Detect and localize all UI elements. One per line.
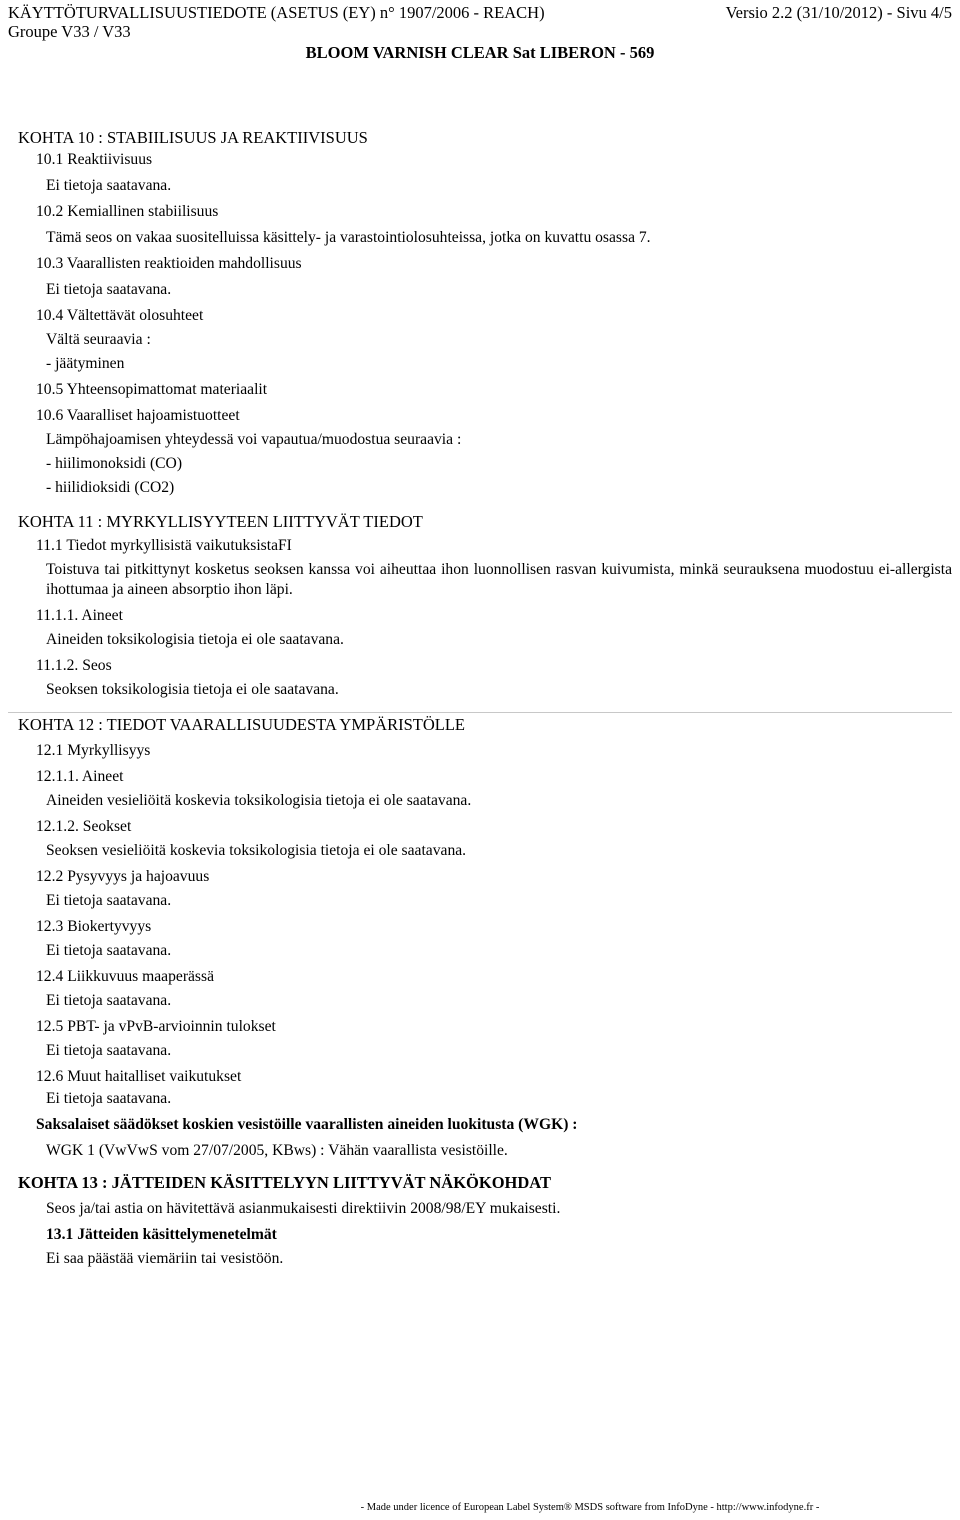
subsection-heading: 12.1.2. Seokset [36, 818, 132, 835]
body-text: Lämpöhajoamisen yhteydessä voi vapautua/muodostua seuraavia : [46, 431, 462, 448]
section-13 [18, 1173, 952, 1269]
body-text: Ei tietoja saatavana. [46, 992, 172, 1009]
page-footer: - Made under licence of European Label System® MSDS software from InfoDyne - http://www.infodyne.fr - [360, 1502, 820, 1513]
body-text: Tämä seos on vakaa suositelluissa käsittely- ja varastointiolosuhteissa, jotka on kuvattu osassa 7. [46, 229, 651, 246]
subsection-heading: 12.3 Biokertyvyys [36, 918, 152, 935]
section-title: KOHTA 13 : JÄTTEIDEN KÄSITTELYYN LIITTYVÄT NÄKÖKOHDAT [18, 1173, 552, 1192]
body-text: Seoksen toksikologisia tietoja ei ole saatavana. [46, 681, 339, 698]
body-text: Aineiden toksikologisia tietoja ei ole saatavana. [46, 631, 344, 648]
wgk-heading: Saksalaiset säädökset koskien vesistöille vaarallisten aineiden luokitusta (WGK) : [36, 1116, 578, 1133]
list-item: - jäätyminen [46, 355, 125, 372]
subsection-heading: 10.4 Vältettävät olosuhteet [36, 307, 204, 324]
subsection-heading: 12.1.1. Aineet [36, 768, 124, 785]
body-text: Seos ja/tai astia on hävitettävä asianmukaisesti direktiivin 2008/98/EY mukaisesti. [46, 1200, 561, 1217]
body-text: Ei tietoja saatavana. [46, 177, 172, 194]
subsection-heading: 11.1 Tiedot myrkyllisistä vaikutuksistaFI [36, 537, 292, 554]
body-text: Ei tietoja saatavana. [46, 892, 172, 909]
body-text: Ei tietoja saatavana. [46, 1042, 172, 1059]
section-divider [8, 712, 952, 713]
version-page-info: Versio 2.2 (31/10/2012) - Sivu 4/5 [725, 3, 952, 22]
body-text: Ei tietoja saatavana. [46, 1090, 172, 1107]
body-text: Ei saa päästää viemäriin tai vesistöön. [46, 1250, 284, 1267]
body-text: Aineiden vesieliöitä koskevia toksikologisia tietoja ei ole saatavana. [46, 792, 472, 809]
subsection-heading: 12.4 Liikkuvuus maaperässä [36, 968, 214, 985]
subsection-heading: 10.2 Kemiallinen stabiilisuus [36, 203, 219, 220]
document-header [8, 3, 952, 23]
section-title: KOHTA 11 : MYRKYLLISYYTEEN LIITTYVÄT TIEDOT [18, 512, 423, 531]
section-10 [18, 128, 952, 498]
section-12 [18, 715, 952, 1161]
subsection-heading: 10.6 Vaaralliset hajoamistuotteet [36, 407, 240, 424]
section-11 [18, 512, 952, 700]
subsection-heading: 13.1 Jätteiden käsittelymenetelmät [46, 1226, 277, 1243]
section-title: KOHTA 10 : STABIILISUUS JA REAKTIIVISUUS [18, 128, 368, 147]
list-item: - hiilimonoksidi (CO) [46, 455, 183, 472]
document-title: KÄYTTÖTURVALLISUUSTIEDOTE (ASETUS (EY) n° 1907/2006 - REACH) [8, 3, 545, 22]
body-text: Ei tietoja saatavana. [46, 942, 172, 959]
subsection-heading: 12.6 Muut haitalliset vaikutukset [36, 1068, 242, 1085]
subsection-heading: 10.5 Yhteensopimattomat materiaalit [36, 381, 268, 398]
wgk-classification: WGK 1 (VwVwS vom 27/07/2005, KBws) : Vähän vaarallista vesistöille. [46, 1142, 508, 1159]
body-text: Ei tietoja saatavana. [46, 281, 172, 298]
document-body [18, 128, 952, 1269]
body-text: Seoksen vesieliöitä koskevia toksikologisia tietoja ei ole saatavana. [46, 842, 467, 859]
body-text: Vältä seuraavia : [46, 331, 151, 348]
list-item: - hiilidioksidi (CO2) [46, 479, 175, 496]
product-name: BLOOM VARNISH CLEAR Sat LIBERON - 569 [305, 43, 655, 62]
subsection-heading: 11.1.1. Aineet [36, 607, 123, 624]
subsection-heading: 12.5 PBT- ja vPvB-arvioinnin tulokset [36, 1018, 276, 1035]
supplier-name: Groupe V33 / V33 [8, 22, 131, 41]
subsection-heading: 12.1 Myrkyllisyys [36, 742, 151, 759]
section-title: KOHTA 12 : TIEDOT VAARALLISUUDESTA YMPÄRISTÖLLE [18, 715, 465, 734]
body-paragraph: Toistuva tai pitkittynyt kosketus seoksen kanssa voi aiheuttaa ihon luonnollisen rasvan kuivumista, minkä seurauksena muodostuu ei-allergista ihottumaa ja aineen absorptio ihon läpi. [46, 561, 952, 598]
subsection-heading: 10.3 Vaarallisten reaktioiden mahdollisuus [36, 255, 302, 272]
subsection-heading: 12.2 Pysyvyys ja hajoavuus [36, 868, 210, 885]
subsection-heading: 10.1 Reaktiivisuus [36, 151, 153, 168]
subsection-heading: 11.1.2. Seos [36, 657, 112, 674]
